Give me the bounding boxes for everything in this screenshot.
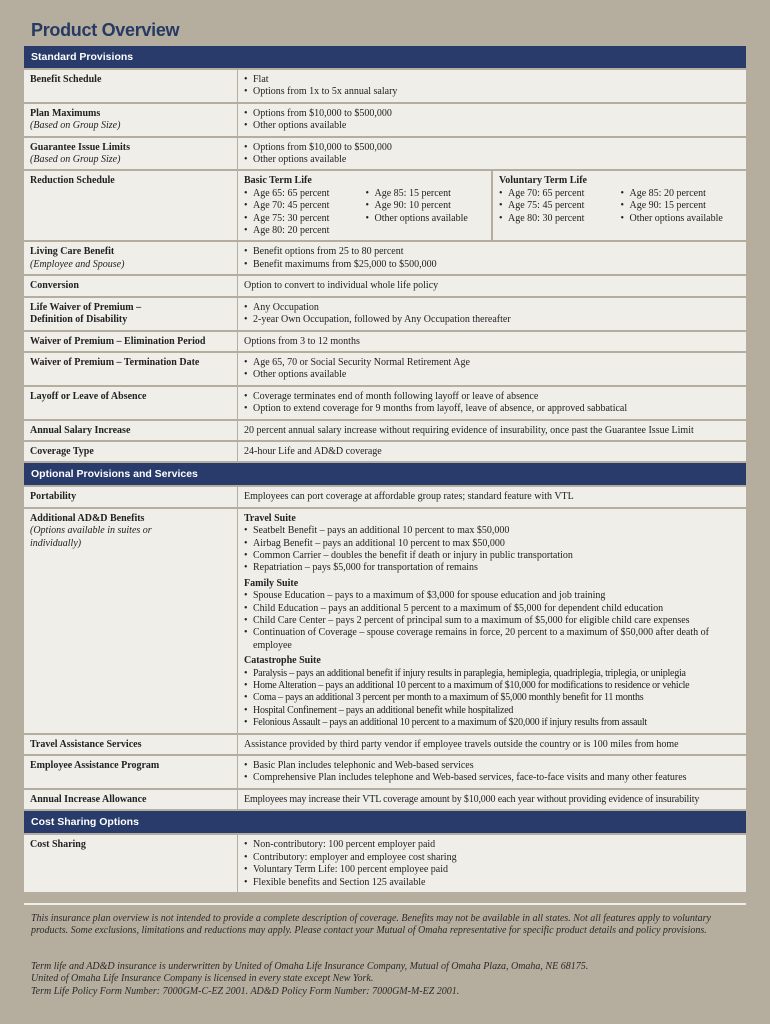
bullet-list — [238, 387, 746, 419]
row-label: Waiver of Premium – Termination Date — [24, 353, 238, 385]
bullet-item — [244, 852, 742, 864]
row-living-care — [24, 242, 746, 274]
row-value: Options from 3 to 12 months — [244, 335, 360, 347]
row-label: Additional AD&D Benefits (Options available in suites or individually) — [24, 509, 238, 733]
bullet-text: Voluntary Term Life: 100 percent employee paid — [253, 864, 448, 876]
bullet-item — [244, 154, 742, 166]
bullet-text: Coma – pays an additional 3 percent per month to a maximum of $5,000 monthly benefit for 11 months — [253, 692, 644, 704]
bullet-list — [238, 353, 746, 385]
bullet-list — [238, 298, 746, 330]
bullet-text: Hospital Confinement – pays an additional benefit while hospitalized — [253, 704, 514, 716]
bullet-text: Age 70: 45 percent — [253, 200, 330, 212]
bullet-dot: • — [244, 549, 248, 561]
row-eap — [24, 756, 746, 788]
bullet-dot: • — [244, 107, 248, 119]
bullet-dot: • — [620, 187, 625, 199]
bullet-text: Options from $10,000 to $500,000 — [253, 107, 392, 119]
bullet-item — [244, 200, 366, 212]
bullet-text: Age 90: 15 percent — [629, 200, 706, 212]
bullet-dot: • — [620, 200, 625, 212]
bullet-dot: • — [244, 403, 248, 415]
bullet-text: Age 75: 30 percent — [253, 212, 330, 224]
row-travel-assistance — [24, 735, 746, 754]
row-value: Assistance provided by third party vendor if employee travels outside the country or is 100 miles from home — [244, 738, 679, 750]
row-label: Annual Salary Increase — [24, 421, 238, 440]
bullet-dot: • — [244, 369, 248, 381]
bullet-text: Contributory: employer and employee cost sharing — [253, 851, 457, 863]
row-guarantee-issue — [24, 138, 746, 170]
bullet-item — [244, 603, 742, 615]
bullet-dot: • — [244, 615, 248, 626]
bullet-text: Options from $10,000 to $500,000 — [253, 141, 392, 153]
row-plan-maximums — [24, 104, 746, 136]
bullet-item — [244, 877, 742, 889]
bullet-item — [621, 200, 743, 212]
row-cost-sharing — [24, 835, 746, 892]
row-label: Portability — [24, 487, 238, 506]
bullet-item — [244, 538, 742, 550]
bullet-text: Spouse Education – pays to a maximum of $3,000 for spouse education and job training — [253, 590, 606, 602]
bullet-item — [244, 615, 742, 627]
bullet-item — [244, 391, 742, 403]
bullet-text: Options from 1x to 5x annual salary — [253, 86, 398, 98]
bullet-text: Other options available — [253, 120, 347, 132]
page-title: Product Overview — [31, 20, 180, 40]
bullet-dot: • — [244, 562, 248, 574]
bullet-item — [499, 188, 621, 200]
bullet-dot: • — [244, 692, 248, 704]
row-benefit-schedule — [24, 70, 746, 102]
bullet-text: Flat — [253, 74, 269, 85]
bullet-item — [244, 302, 742, 314]
bullet-text: Common Carrier – doubles the benefit if death or injury in public transportation — [253, 549, 573, 561]
bullet-item — [244, 680, 742, 692]
bullet-item — [621, 188, 743, 200]
bullet-item — [244, 246, 742, 258]
row-label: Cost Sharing — [24, 835, 238, 892]
bullet-dot: • — [499, 212, 503, 224]
bullet-dot: • — [244, 200, 248, 212]
bullet-text: Age 85: 15 percent — [374, 187, 451, 199]
bullet-text: Felonious Assault – pays an additional 10 percent to a maximum of $20,000 if injury results from assault — [253, 717, 647, 729]
row-value: Employees can port coverage at affordable group rates; standard feature with VTL — [244, 491, 574, 503]
bullet-text: Child Education – pays an additional 5 percent to a maximum of $5,000 for dependent child education — [253, 602, 664, 614]
row-layoff — [24, 387, 746, 419]
bullet-text: Seatbelt Benefit – pays an additional 10 percent to max $50,000 — [253, 525, 510, 537]
bullet-item — [244, 120, 742, 132]
section-header-standard: Standard Provisions — [24, 46, 746, 68]
bullet-list — [238, 104, 746, 136]
bullet-item — [499, 200, 621, 212]
bullet-item — [244, 760, 742, 772]
bullet-text: Child Care Center – pays 2 percent of principal sum to a maximum of $5,000 for eligible child care expenses — [253, 615, 690, 626]
bullet-text: Other options available — [374, 212, 468, 224]
bullet-item — [244, 562, 742, 574]
bullet-item — [244, 590, 742, 602]
bullet-list — [238, 835, 746, 892]
bullet-text: Other options available — [253, 154, 347, 166]
row-value: Option to convert to individual whole life policy — [244, 280, 439, 292]
row-label: Life Waiver of Premium – Definition of Disability — [24, 298, 238, 330]
bullet-text: Flexible benefits and Section 125 available — [253, 876, 426, 888]
row-salary-increase — [24, 421, 746, 440]
bullet-item — [244, 705, 742, 717]
basic-term-life: Basic Term Life • Age 65: 65 percent • Age 70: 45 percent • Age 75: 30 percent • Age 80: 20 percent • Age 85: 15 percent • Age 90: 10 percent • Other options available — [238, 171, 493, 240]
bullet-text: Benefit options from 25 to 80 percent — [253, 246, 404, 258]
bullet-item — [244, 357, 742, 369]
row-label: Reduction Schedule — [24, 171, 238, 240]
bullet-item — [244, 74, 742, 86]
bullet-dot: • — [365, 200, 370, 212]
bullet-item — [244, 108, 742, 120]
bullet-text: Age 85: 20 percent — [629, 187, 706, 199]
bullet-text: Age 65: 65 percent — [253, 187, 330, 199]
row-label: Annual Increase Allowance — [24, 790, 238, 809]
bullet-text: Comprehensive Plan includes telephone and Web-based services, face-to-face visits and many other features — [253, 772, 687, 784]
bullet-dot: • — [499, 187, 503, 199]
bullet-list — [238, 70, 746, 102]
row-portability — [24, 487, 746, 506]
underwriter-text: Term life and AD&D insurance is underwritten by United of Omaha Life Insurance Company, Mutual of Omaha Plaza, Omaha, NE 68175. United of Omaha Life Insurance Company is licensed in every state except New York. Term Life Policy Form Number: 7000GM-C-EZ 2001. AD&D Policy Form Number: 7000GM-M-EZ 2001. — [31, 961, 589, 997]
row-label: Guarantee Issue Limits (Based on Group Size) — [24, 138, 238, 170]
bullet-dot: • — [244, 246, 248, 258]
row-value: 24-hour Life and AD&D coverage — [244, 445, 382, 457]
bullet-text: Airbag Benefit – pays an additional 10 percent to max $50,000 — [253, 537, 505, 549]
bullet-list — [238, 138, 746, 170]
travel-suite: Travel Suite • Seatbelt Benefit – pays an additional 10 percent to max $50,000 • Airbag Benefit – pays an additional 10 percent to max $50,000 • Common Carrier – doubles the benefit if death or injury in public transportation • Repatriation – pays $5,000 for transportation of remains — [244, 513, 742, 575]
bullet-text: Other options available — [253, 369, 347, 381]
bullet-item — [244, 717, 742, 729]
bullet-item — [244, 525, 742, 537]
section-header-optional: Optional Provisions and Services — [24, 463, 746, 485]
bullet-item — [244, 668, 742, 680]
bullet-dot: • — [620, 212, 625, 224]
row-reduction-schedule — [24, 171, 746, 240]
bullet-text: Age 90: 10 percent — [374, 200, 451, 212]
bullet-text: Other options available — [629, 212, 723, 224]
catastrophe-suite: Catastrophe Suite • Paralysis – pays an additional benefit if injury results in paraplegia, hemiplegia, quadriplegia, triplegia, or uniplegia • Home Alteration – pays an additional 10 percent to a maximum of $10,000 for modifications to residence or vehicle • Coma – pays an additional 3 percent per month to a maximum of $5,000 monthly benefit for 11 months • Hospital Confinement – pays an additional benefit while hospitalized • Felonious Assault – pays an additional 10 percent to a maximum of $20,000 if injury results from assault — [244, 655, 742, 729]
row-label: Layoff or Leave of Absence — [24, 387, 238, 419]
row-waiver-elimination — [24, 332, 746, 351]
bullet-item — [244, 86, 742, 98]
bullet-text: Age 65, 70 or Social Security Normal Retirement Age — [253, 356, 470, 368]
bullet-dot: • — [244, 772, 248, 784]
row-label: Living Care Benefit (Employee and Spouse) — [24, 242, 238, 274]
bullet-dot: • — [244, 717, 248, 729]
bullet-dot: • — [244, 120, 248, 132]
bullet-item — [244, 369, 742, 381]
row-value: 20 percent annual salary increase without requiring evidence of insurability, once past the Guarantee Issue Limit — [244, 424, 694, 436]
bullet-item — [244, 142, 742, 154]
family-suite: Family Suite • Spouse Education – pays to a maximum of $3,000 for spouse education and job training • Child Education – pays an additional 5 percent to a maximum of $5,000 for dependent child education • Child Care Center – pays 2 percent of principal sum to a maximum of $5,000 for eligible child care expenses • Continuation of Coverage – spouse coverage remains in force, 20 percent to a maximum of $50,000 after death of employee — [244, 578, 742, 652]
bullet-dot: • — [244, 704, 248, 716]
bullet-item — [244, 188, 366, 200]
bullet-item — [244, 403, 742, 415]
bullet-item — [366, 200, 488, 212]
bullet-item — [244, 314, 742, 326]
row-label: Benefit Schedule — [24, 70, 238, 102]
bullet-text: 2-year Own Occupation, followed by Any Occupation thereafter — [253, 314, 511, 326]
bullet-dot: • — [244, 390, 248, 402]
bullet-dot: • — [244, 258, 248, 270]
bullet-dot: • — [244, 864, 248, 876]
bullet-item — [244, 213, 366, 225]
bullet-text: Age 70: 65 percent — [508, 187, 585, 199]
row-conversion — [24, 276, 746, 295]
bullet-dot: • — [244, 225, 248, 237]
bullet-text: Paralysis – pays an additional benefit if injury results in paraplegia, hemiplegia, quadriplegia, triplegia, or uniplegia — [253, 667, 686, 679]
bullet-item — [244, 550, 742, 562]
bullet-item — [244, 259, 742, 271]
row-label: Travel Assistance Services — [24, 735, 238, 754]
footer-divider — [24, 903, 746, 905]
row-label: Coverage Type — [24, 442, 238, 461]
bullet-item — [366, 213, 488, 225]
row-life-waiver — [24, 298, 746, 330]
bullet-dot: • — [499, 200, 503, 212]
row-coverage-type — [24, 442, 746, 461]
bullet-text: Benefit maximums from $25,000 to $500,000 — [253, 258, 437, 270]
bullet-dot: • — [244, 301, 248, 313]
bullet-text: Any Occupation — [253, 301, 319, 313]
bullet-item — [244, 839, 742, 851]
bullet-text: Age 75: 45 percent — [508, 200, 585, 212]
bullet-text: Basic Plan includes telephonic and Web-based services — [253, 760, 474, 772]
bullet-dot: • — [244, 602, 248, 614]
row-value: Employees may increase their VTL coverage amount by $10,000 each year without providing evidence of insurability — [244, 793, 700, 805]
overview-table — [24, 46, 746, 894]
bullet-item — [244, 627, 742, 652]
bullet-text: Repatriation – pays $5,000 for transportation of remains — [253, 562, 478, 574]
bullet-dot: • — [244, 86, 248, 98]
bullet-dot: • — [244, 876, 248, 888]
bullet-text: Coverage terminates end of month following layoff or leave of absence — [253, 390, 539, 402]
bullet-list — [238, 242, 746, 274]
bullet-item — [244, 864, 742, 876]
disclaimer-text: This insurance plan overview is not intended to provide a complete description of coverage. Benefits may not be available in all states. Not all features apply to voluntary products. Some exclusions, limitations and reductions may apply. Please contact your Mutual of Omaha representative for specific product details and policy provisions. — [31, 913, 711, 937]
row-annual-increase — [24, 790, 746, 809]
bullet-dot: • — [244, 537, 248, 549]
bullet-item — [621, 213, 743, 225]
bullet-dot: • — [244, 314, 248, 326]
bullet-dot: • — [244, 851, 248, 863]
row-label: Conversion — [24, 276, 238, 295]
bullet-dot: • — [244, 356, 248, 368]
bullet-text: Age 80: 20 percent — [253, 225, 330, 237]
row-label: Waiver of Premium – Elimination Period — [24, 332, 238, 351]
bullet-dot: • — [244, 187, 248, 199]
row-label: Plan Maximums (Based on Group Size) — [24, 104, 238, 136]
row-waiver-termination — [24, 353, 746, 385]
bullet-dot: • — [244, 839, 248, 851]
bullet-dot: • — [244, 74, 248, 85]
bullet-dot: • — [365, 187, 370, 199]
bullet-dot: • — [244, 680, 248, 692]
bullet-list — [238, 756, 746, 788]
bullet-item — [244, 692, 742, 704]
bullet-text: Age 80: 30 percent — [508, 212, 585, 224]
bullet-text: Home Alteration – pays an additional 10 percent to a maximum of $10,000 for modifications to residence or vehicle — [253, 680, 690, 692]
bullet-item — [244, 772, 742, 784]
bullet-text: Non-contributory: 100 percent employer paid — [253, 839, 436, 851]
bullet-dot: • — [244, 590, 248, 602]
bullet-dot: • — [244, 154, 248, 166]
bullet-dot: • — [365, 212, 370, 224]
section-header-cost: Cost Sharing Options — [24, 811, 746, 833]
row-additional-add — [24, 509, 746, 733]
bullet-dot: • — [244, 760, 248, 772]
bullet-text: Option to extend coverage for 9 months from layoff, leave of absence, or approved sabbatical — [253, 403, 628, 415]
row-label: Employee Assistance Program — [24, 756, 238, 788]
bullet-text: Continuation of Coverage – spouse coverage remains in force, 20 percent to a maximum of $50,000 after death of employee — [253, 627, 709, 651]
bullet-dot: • — [244, 525, 248, 537]
bullet-item — [499, 213, 621, 225]
bullet-dot: • — [244, 627, 248, 639]
voluntary-term-life: Voluntary Term Life • Age 70: 65 percent • Age 75: 45 percent • Age 80: 30 percent • Age 85: 20 percent • Age 90: 15 percent • Other options available — [493, 171, 746, 240]
bullet-item — [244, 225, 366, 237]
bullet-dot: • — [244, 141, 248, 153]
bullet-dot: • — [244, 667, 248, 679]
bullet-item — [366, 188, 488, 200]
bullet-dot: • — [244, 212, 248, 224]
